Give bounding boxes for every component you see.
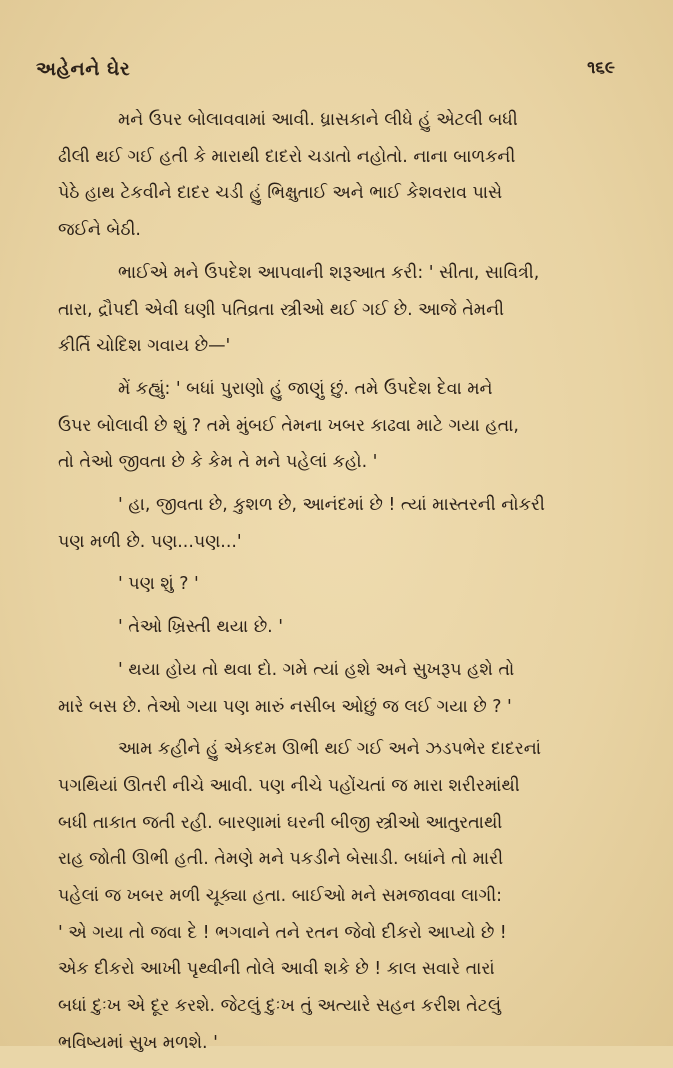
paragraph	[58, 371, 618, 481]
text-line: રાહ જોતી ઊભી હતી. તેમણે મને પકડીને બેસાડી. બધાંને તો મારી	[58, 849, 504, 870]
text-line: ભાઈએ મને ઉપદેશ આપવાની શરૂઆત કરી: ' સીતા, સાવિત્રી,	[118, 262, 540, 283]
text-line: પહેલાં જ ખબર મળી ચૂક્યા હતા. બાઈઓ મને સમજાવવા લાગી:	[58, 886, 503, 907]
running-title: અહેનને ઘેર	[36, 58, 131, 80]
paragraph	[58, 566, 618, 603]
text-line: કીર્તિ ચોદિશ ગવાય છે—'	[58, 336, 231, 357]
text-line: ' થયા હોય તો થવા દો. ગમે ત્યાં હશે અને સુખરૂપ હશે તો	[118, 659, 515, 680]
text-line: મેં કહ્યું: ' બધાં પુરાણો હું જાણું છું. તમે ઉપદેશ દેવા મને	[118, 378, 493, 399]
text-line: પણ મળી છે. પણ...પણ...'	[58, 531, 242, 552]
paragraph	[58, 652, 618, 725]
text-line: પગથિયાં ઊતરી નીચે આવી. પણ નીચે પહોંચતાં જ મારા શરીરમાંથી	[58, 775, 520, 796]
text-line: એક દીકરો આખી પૃથ્વીની તોલે આવી શકે છે ! કાલ સવારે તારાં	[58, 959, 495, 980]
paragraph	[58, 255, 618, 365]
text-line: પેઠે હાથ ટેકવીને દાદર ચડી હું ભિક્ષુતાઈ અને ભાઈ કેશવરાવ પાસે	[58, 183, 503, 204]
page-body	[58, 102, 618, 1068]
page-header	[36, 58, 615, 88]
text-line: ભવિષ્યમાં સુખ મળશે. '	[58, 1032, 218, 1053]
text-line: ' એ ગયા તો જવા દે ! ભગવાને તને રતન જેવો દીકરો આપ્યો છે !	[58, 922, 507, 943]
text-line: આમ કહીને હું એકદમ ઊભી થઈ ગઈ અને ઝડપભેર દાદરનાં	[118, 739, 542, 760]
paragraph	[58, 102, 618, 249]
text-line: તો તેઓ જીવતા છે કે કેમ તે મને પહેલાં કહો. '	[58, 452, 378, 473]
paragraph	[58, 609, 618, 646]
paragraph	[58, 487, 618, 560]
text-line: ઢીલી થઈ ગઈ હતી કે મારાથી દાદરો ચડાતો નહોતો. નાના બાળકની	[58, 146, 516, 167]
text-line: તારા, દ્રૌપદી એવી ઘણી પતિવ્રતા સ્ત્રીઓ થઈ ગઈ છે. આજે તેમની	[58, 299, 504, 320]
text-line: ' હા, જીવતા છે, કુશળ છે, આનંદમાં છે ! ત્યાં માસ્તરની નોકરી	[118, 495, 545, 516]
paragraph	[58, 731, 618, 1061]
text-line: ' પણ શું ? '	[118, 574, 199, 595]
text-line: બધાં દુઃખ એ દૂર કરશે. જેટલું દુઃખ તું અત્યારે સહન કરીશ તેટલું	[58, 996, 501, 1017]
text-line: ઉપર બોલાવી છે શું ? તમે મુંબઈ તેમના ખબર કાઢવા માટે ગયા હતા,	[58, 415, 519, 436]
text-line: ' તેઓ ખ્રિસ્તી થયા છે. '	[118, 617, 284, 638]
text-line: બધી તાકાત જતી રહી. બારણામાં ઘરની બીજી સ્ત્રીઓ આતુરતાથી	[58, 812, 503, 833]
text-line: મને ઉપર બોલાવવામાં આવી. ધ્રાસકાને લીધે હું એટલી બધી	[118, 110, 518, 130]
text-line: મારે બસ છે. તેઓ ગયા પણ મારું નસીબ ઓછું જ લઈ ગયા છે ? '	[58, 696, 512, 717]
text-line: જઈને બેઠી.	[58, 220, 141, 241]
page-number: ૧૬૯	[587, 58, 615, 78]
